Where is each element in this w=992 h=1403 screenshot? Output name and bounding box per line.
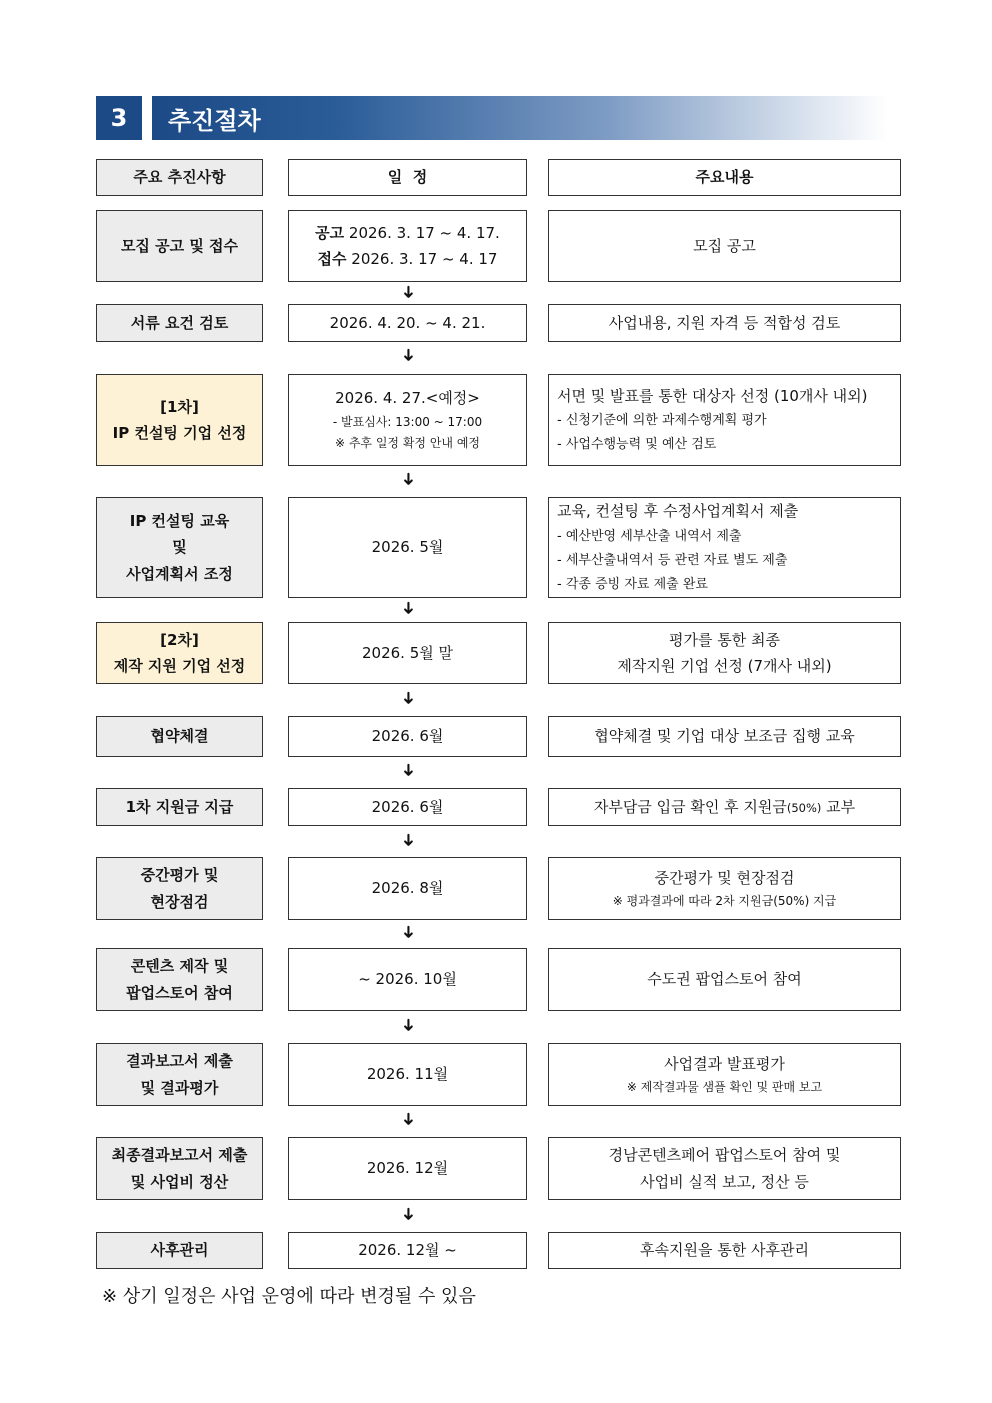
content-item: - 사업수행능력 및 예산 검토 (557, 437, 717, 453)
step-name-label: 서류 요건 검토 (130, 313, 229, 332)
section-title: 추진절차 (152, 96, 888, 140)
step-aftercare-content (548, 1232, 901, 1269)
step-name-label: 중간평가 및 (140, 866, 219, 885)
step-name-label: 콘텐츠 제작 및 (130, 957, 229, 976)
step-ip-training-name (96, 497, 263, 598)
step-second-selection-name (96, 622, 263, 684)
step-recruit-content (548, 210, 901, 282)
content-lead: 서면 및 발표를 통한 대상자 선정 (10개사 내외) (557, 386, 868, 405)
step-name-label: [2차] (160, 630, 199, 649)
step-agreement-name (96, 716, 263, 757)
arrow-down-icon: ➜ (398, 600, 418, 616)
step-name-label: 협약체결 (150, 727, 209, 746)
schedule-value: 2026. 4. 27.<예정> (335, 389, 480, 408)
step-first-payment-content (548, 788, 901, 826)
header-main-items (96, 159, 263, 196)
schedule-label-receipt: 접수 (317, 250, 347, 268)
schedule-value: ~ 2026. 10월 (358, 970, 457, 989)
step-name-label: 사후관리 (150, 1241, 209, 1260)
schedule-value: 2026. 6월 (371, 727, 444, 746)
header-main-items-label: 주요 추진사항 (133, 168, 226, 187)
content-text: 협약체결 및 기업 대상 보조금 집행 교육 (594, 727, 855, 746)
header-schedule (288, 159, 527, 196)
schedule-value: 2026. 11월 (366, 1065, 449, 1084)
schedule-value: 2026. 8월 (371, 879, 444, 898)
content-text: 사업비 실적 보고, 정산 등 (640, 1172, 809, 1191)
content-text: 자부담금 입금 확인 후 지원금 (593, 797, 787, 816)
step-final-report-name (96, 1137, 263, 1200)
step-first-selection-name (96, 374, 263, 466)
content-percent: (50%) (786, 800, 822, 815)
step-name-label: 1차 지원금 지급 (125, 797, 234, 816)
content-text: 사업내용, 지원 자격 등 적합성 검토 (608, 313, 841, 332)
step-result-report-schedule (288, 1043, 527, 1106)
content-text: 제작지원 기업 선정 (7개사 내외) (617, 657, 832, 675)
step-name-label: 결과보고서 제출 (126, 1052, 233, 1071)
schedule-value: 2026. 6월 (371, 797, 444, 816)
content-text: 수도권 팝업스토어 참여 (647, 970, 802, 989)
schedule-value: 2026. 5월 (371, 538, 444, 557)
step-document-review-content (548, 304, 901, 342)
step-midterm-schedule (288, 857, 527, 920)
content-item: - 예산반영 세부산출 내역서 제출 (557, 528, 742, 544)
schedule-label-announce: 공고 (315, 223, 345, 242)
schedule-line (318, 246, 498, 272)
step-aftercare-schedule (288, 1232, 527, 1269)
step-name-label: 모집 공고 및 접수 (120, 236, 239, 255)
header-content-label: 주요내용 (695, 168, 754, 187)
step-name-label: IP 컨설팅 기업 선정 (112, 424, 247, 442)
schedule-note: ※ 추후 일정 확정 안내 예정 (334, 436, 481, 451)
schedule-value: 2026. 5월 말 (361, 643, 453, 662)
arrow-down-icon: ➜ (398, 924, 418, 940)
step-first-payment-schedule (288, 788, 527, 826)
step-name-label: [1차] (160, 397, 199, 416)
step-recruit-name (96, 210, 263, 282)
arrow-down-icon: ➜ (398, 1206, 418, 1222)
arrow-down-icon: ➜ (398, 284, 418, 300)
schedule-value: 2026. 3. 17 ~ 4. 17. (344, 223, 500, 242)
step-second-selection-content (548, 622, 901, 684)
content-text: 후속지원을 통한 사후관리 (640, 1241, 809, 1260)
step-name-label: 및 (172, 538, 187, 557)
content-text: 모집 공고 (693, 236, 756, 255)
content-text: 경남콘텐츠페어 팝업스토어 참여 및 (608, 1146, 841, 1165)
step-midterm-name (96, 857, 263, 920)
schedule-sub: - 발표심사: 13:00 ~ 17:00 (332, 414, 483, 429)
content-line (594, 794, 855, 820)
arrow-down-icon: ➜ (398, 1111, 418, 1127)
step-ip-training-content (548, 497, 901, 598)
step-name-label: 팝업스토어 참여 (126, 983, 233, 1002)
schedule-value: 2026. 12월 (366, 1159, 449, 1178)
step-name-label: 현장점검 (150, 892, 209, 911)
step-name-label: 제작 지원 기업 선정 (113, 657, 246, 675)
content-text: 중간평가 및 현장점검 (654, 868, 795, 887)
section-number: 3 (96, 96, 142, 140)
step-recruit-schedule (288, 210, 527, 282)
content-item: - 각종 증빙 자료 제출 완료 (557, 576, 708, 592)
step-name-label: 사업계획서 조정 (126, 564, 233, 583)
step-production-schedule (288, 948, 527, 1011)
arrow-down-icon: ➜ (398, 690, 418, 706)
step-first-payment-name (96, 788, 263, 826)
step-aftercare-name (96, 1232, 263, 1269)
step-result-report-content (548, 1043, 901, 1106)
content-text: 교부 (821, 797, 856, 816)
schedule-value: 2026. 4. 20. ~ 4. 21. (329, 313, 486, 332)
arrow-down-icon: ➜ (398, 347, 418, 363)
header-content (548, 159, 901, 196)
schedule-value: 2026. 3. 17 ~ 4. 17 (346, 250, 498, 268)
step-final-report-schedule (288, 1137, 527, 1200)
step-second-selection-schedule (288, 622, 527, 684)
step-document-review-schedule (288, 304, 527, 342)
content-note: ※ 제작결과물 샘플 확인 및 판매 보고 (626, 1079, 823, 1094)
schedule-line (315, 220, 500, 246)
footnote: ※ 상기 일정은 사업 운영에 따라 변경될 수 있음 (102, 1286, 476, 1307)
content-text: 평가를 통한 최종 (669, 630, 780, 649)
step-agreement-content (548, 716, 901, 757)
step-first-selection-content (548, 374, 901, 466)
arrow-down-icon: ➜ (398, 762, 418, 778)
schedule-value: 2026. 12월 ~ (358, 1241, 457, 1260)
step-production-name (96, 948, 263, 1011)
step-first-selection-schedule (288, 374, 527, 466)
step-final-report-content (548, 1137, 901, 1200)
arrow-down-icon: ➜ (398, 471, 418, 487)
step-name-label: 및 결과평가 (140, 1078, 219, 1097)
arrow-down-icon: ➜ (398, 1017, 418, 1033)
content-text: 사업결과 발표평가 (664, 1054, 785, 1073)
content-item: - 세부산출내역서 등 관련 자료 별도 제출 (557, 552, 788, 568)
step-midterm-content (548, 857, 901, 920)
content-item: - 신청기준에 의한 과제수행계획 평가 (557, 413, 767, 429)
step-result-report-name (96, 1043, 263, 1106)
content-note: ※ 평과결과에 따라 2차 지원금(50%) 지급 (612, 893, 837, 908)
step-name-label: 및 사업비 정산 (130, 1172, 229, 1191)
step-name-label: IP 컨설팅 교육 (129, 512, 230, 531)
step-agreement-schedule (288, 716, 527, 757)
arrow-down-icon: ➜ (398, 832, 418, 848)
header-schedule-label: 일 정 (387, 168, 428, 187)
step-name-label: 최종결과보고서 제출 (111, 1146, 248, 1165)
step-ip-training-schedule (288, 497, 527, 598)
step-production-content (548, 948, 901, 1011)
step-document-review-name (96, 304, 263, 342)
content-lead: 교육, 컨설팅 후 수정사업계획서 제출 (557, 502, 799, 521)
